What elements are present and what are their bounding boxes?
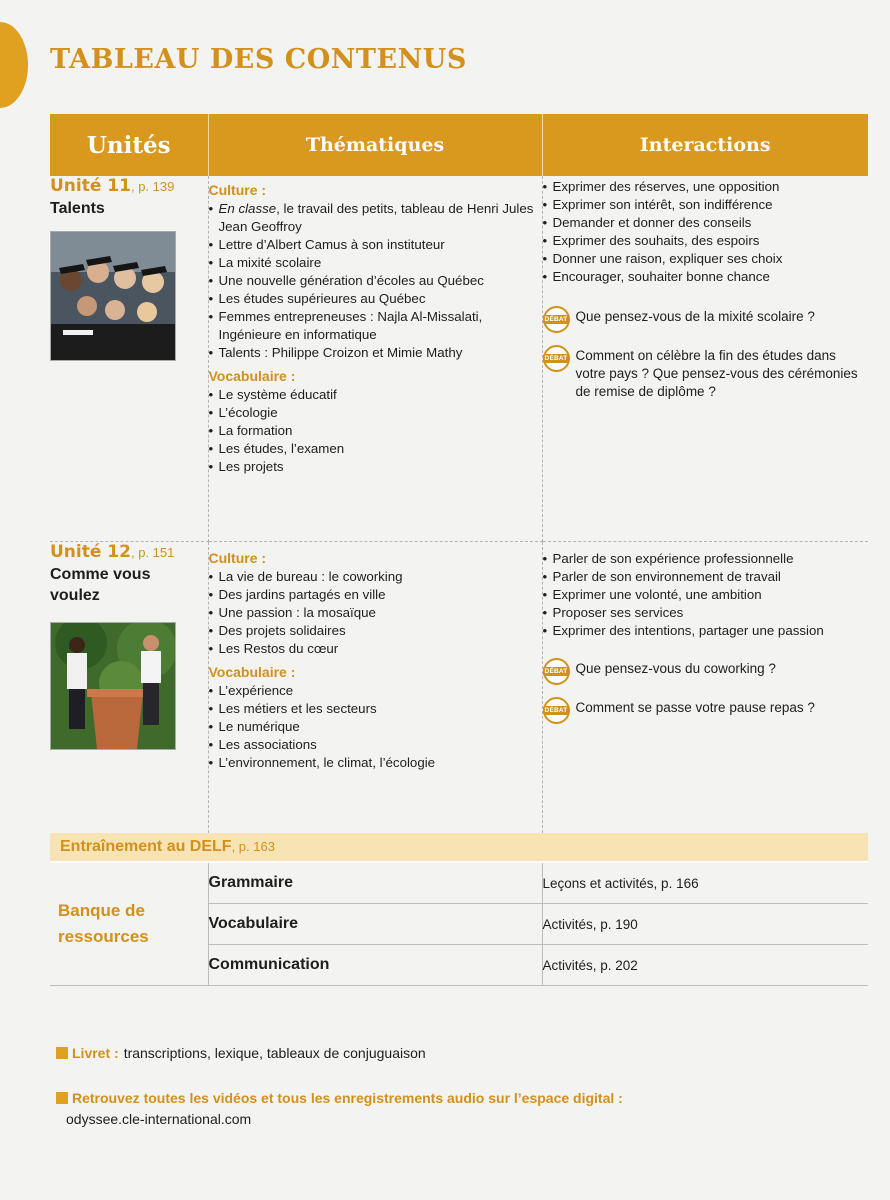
footer-digital [56, 1090, 623, 1127]
debat-badge-icon [543, 658, 570, 685]
debat-question: Comment on célèbre la fin des études dans votre pays ? Que pensez-vous des cérémonies de remise de diplôme ? [575, 348, 858, 399]
debat-item [543, 308, 869, 333]
debat-badge-icon [543, 306, 570, 333]
garden-photo [50, 622, 176, 750]
debat-badge-text: DÉBAT [544, 355, 568, 362]
unit-row-12 [50, 541, 868, 833]
list-item: • Les projets [209, 458, 542, 476]
header-interactions: Interactions [542, 114, 868, 176]
list-item: • L’écologie [209, 404, 542, 422]
header-thematiques: Thématiques [208, 114, 542, 176]
unit-row-11 [50, 176, 868, 541]
resource-name: Grammaire [208, 862, 542, 904]
banque-label: Banque de ressources [58, 901, 149, 946]
resource-detail-text: Activités, p. 202 [542, 957, 638, 973]
interactions-cell [542, 176, 868, 541]
list-item: • Exprimer des intentions, partager une passion [543, 622, 869, 640]
list-item: • Femmes entrepreneuses : Najla Al-Missalati, Ingénieure en informatique [209, 308, 542, 344]
interactions-cell [542, 541, 868, 833]
list-item: • Lettre d’Albert Camus à son instituteur [209, 236, 542, 254]
list-item: • Proposer ses services [543, 604, 869, 622]
thematiques-cell [208, 176, 542, 541]
list-item: • Exprimer son intérêt, son indifférence [543, 196, 869, 214]
list-item: • Une passion : la mosaïque [209, 604, 542, 622]
resource-detail [542, 904, 868, 945]
unit-title: Talents [50, 200, 105, 217]
debat-badge-text: DÉBAT [544, 706, 568, 714]
list-item: • Une nouvelle génération d’écoles au Québec [209, 272, 542, 290]
retrouvez-line [56, 1090, 623, 1106]
resource-detail [542, 945, 868, 986]
graduates-photo [50, 231, 176, 361]
list-item: • Exprimer des souhaits, des espoirs [543, 232, 869, 250]
resource-row [50, 862, 868, 904]
resource-name: Communication [208, 945, 542, 986]
list-item: • Les Restos du cœur [209, 640, 542, 658]
list-item: • Les études supérieures au Québec [209, 290, 542, 308]
list-item: • Les métiers et les secteurs [209, 700, 542, 718]
list-item: • L’environnement, le climat, l’écologie [209, 754, 542, 772]
livret-line [56, 1045, 426, 1061]
list-item: • Des projets solidaires [209, 622, 542, 640]
debat-item [543, 699, 869, 724]
delf-page: , p. 163 [231, 839, 275, 854]
thematiques-cell [208, 541, 542, 833]
painting-title: En classe [218, 201, 277, 216]
vocabulaire-list [209, 682, 542, 772]
culture-label: Culture : [208, 182, 267, 198]
bullet-square-icon [56, 1047, 68, 1059]
unit-cell [50, 541, 208, 833]
culture-label: Culture : [208, 549, 267, 566]
unit-number: Unité 12 [50, 541, 131, 562]
vocabulaire-label: Vocabulaire : [208, 663, 296, 680]
debat-question: Comment se passe votre pause repas ? [575, 699, 815, 715]
interactions-list [543, 178, 869, 286]
culture-list [209, 200, 542, 362]
unit-heading [50, 176, 208, 196]
resource-detail-text: Activités, p. 190 [542, 916, 638, 932]
list-item: • Les études, l’examen [209, 440, 542, 458]
resource-detail [542, 862, 868, 904]
list-item: • Parler de son environnement de travail [543, 568, 869, 586]
livret-label: Livret : [72, 1045, 119, 1061]
debat-badge-text: DÉBAT [544, 316, 568, 323]
list-item: • Parler de son expérience professionnelle [543, 550, 869, 568]
table-header-row [50, 114, 868, 176]
resource-detail-text: Leçons et activités, p. 166 [542, 875, 699, 891]
list-item: • Le numérique [209, 718, 542, 736]
livret-text: transcriptions, lexique, tableaux de conjuguaison [123, 1045, 426, 1061]
unit-number: Unité 11 [50, 176, 131, 196]
list-item: • Exprimer une volonté, une ambition [543, 586, 869, 604]
debat-badge-icon [543, 697, 570, 724]
header-unites: Unités [50, 114, 208, 176]
culture-list [209, 568, 542, 658]
list-item: • Des jardins partagés en ville [209, 586, 542, 604]
list-item: • La vie de bureau : le coworking [209, 568, 542, 586]
list-item: • L’expérience [209, 682, 542, 700]
resource-name: Vocabulaire [208, 904, 542, 945]
delf-row [50, 833, 868, 862]
unit-page: , p. 139 [130, 179, 175, 194]
banque-cell [50, 862, 208, 986]
website-link[interactable]: odyssee.cle-international.com [66, 1111, 252, 1127]
list-item: • Talents : Philippe Croizon et Mimie Mathy [209, 344, 542, 362]
unit-title: Comme vous voulez [50, 565, 151, 604]
retrouvez-text: Retrouvez toutes les vidéos et tous les enregistrements audio sur l’espace digital : [72, 1090, 623, 1106]
list-item: • Exprimer des réserves, une opposition [543, 178, 869, 196]
list-item: • La formation [209, 422, 542, 440]
page-title: TABLEAU DES CONTENUS [50, 44, 467, 75]
footer-livret [56, 1045, 426, 1061]
list-item: • Encourager, souhaiter bonne chance [543, 268, 869, 286]
debat-badge-text: DÉBAT [544, 667, 568, 675]
debat-question: Que pensez-vous de la mixité scolaire ? [575, 309, 815, 324]
list-item: • La mixité scolaire [209, 254, 542, 272]
debat-item [543, 660, 869, 685]
contents-table [50, 114, 868, 986]
bullet-square-icon [56, 1092, 68, 1104]
delf-label: Entraînement au DELF [60, 838, 232, 855]
interactions-list [543, 550, 869, 640]
list-item: • En classe, le travail des petits, tableau de Henri Jules Jean Geoffroy [209, 200, 542, 236]
delf-cell [50, 833, 868, 862]
unit-cell [50, 176, 208, 541]
corner-tab-decoration [0, 22, 28, 108]
vocabulaire-list [209, 386, 542, 476]
debat-badge-icon [543, 345, 570, 372]
list-item: • Le système éducatif [209, 386, 542, 404]
list-item: • Donner une raison, expliquer ses choix [543, 250, 869, 268]
unit-heading [50, 542, 208, 562]
list-item: • Les associations [209, 736, 542, 754]
vocabulaire-label: Vocabulaire : [208, 368, 296, 384]
debat-item [543, 347, 869, 401]
debat-question: Que pensez-vous du coworking ? [575, 660, 776, 676]
list-item: • Demander et donner des conseils [543, 214, 869, 232]
unit-page: , p. 151 [130, 544, 175, 560]
